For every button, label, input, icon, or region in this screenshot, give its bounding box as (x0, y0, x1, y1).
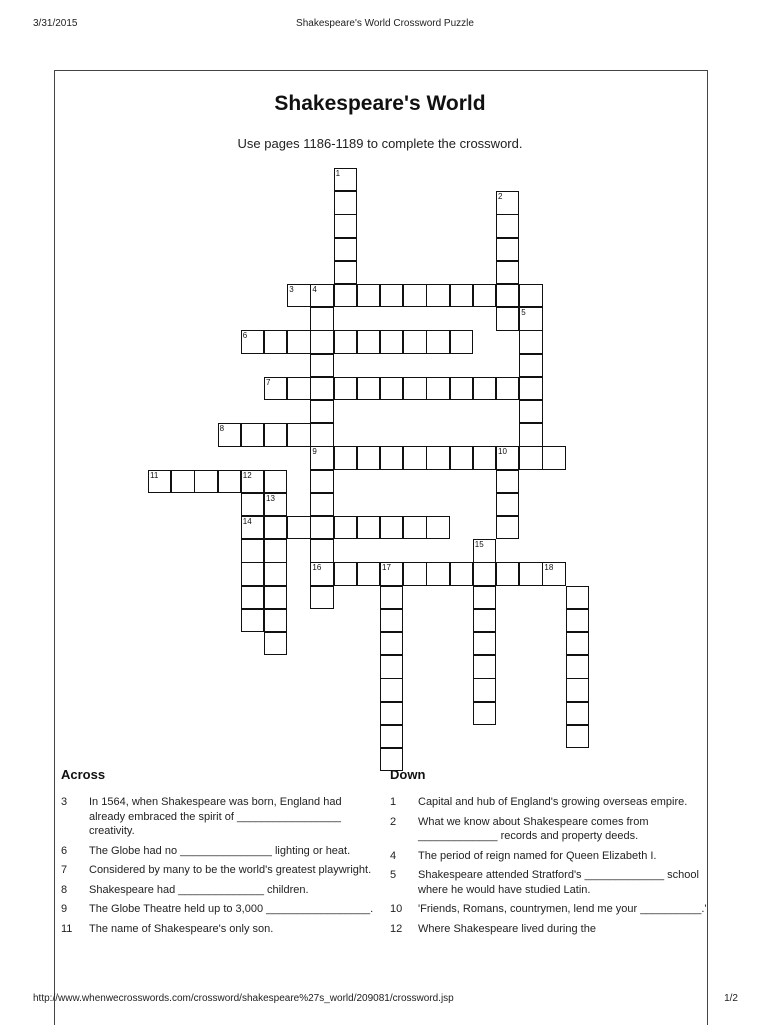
cell-number: 8 (219, 424, 225, 434)
across-heading: Across (61, 767, 106, 782)
cell-number: 2 (498, 192, 503, 202)
page-title: Shakespeare's World (274, 92, 486, 115)
cell-number: 3 (289, 285, 294, 294)
clue-text: Considered by many to be the world's greatest playwright. (89, 864, 372, 876)
clue-number: 7 (61, 864, 68, 876)
across-clue (61, 883, 381, 898)
down-clue-list (390, 795, 710, 941)
clue-text: Shakespeare attended Stratford's _____________ school where he would have studied Latin. (418, 869, 699, 896)
crossword-cell[interactable] (473, 284, 496, 307)
crossword-cell[interactable] (403, 377, 426, 400)
crossword-cell[interactable] (426, 377, 449, 400)
crossword-cell[interactable] (310, 307, 333, 330)
crossword-cell[interactable] (357, 330, 380, 353)
crossword-cell[interactable] (380, 655, 403, 678)
crossword-cell[interactable] (566, 586, 589, 609)
crossword-cell[interactable] (264, 609, 287, 632)
crossword-cell[interactable] (310, 377, 333, 400)
crossword-cell[interactable] (380, 609, 403, 632)
crossword-cell[interactable] (403, 516, 426, 539)
crossword-cell[interactable] (519, 562, 542, 585)
crossword-cell[interactable] (473, 678, 496, 701)
crossword-cell[interactable] (194, 470, 217, 493)
cell-number: 9 (312, 447, 317, 457)
crossword-cell[interactable] (473, 562, 496, 585)
crossword-cell[interactable] (473, 655, 496, 678)
crossword-cell[interactable] (566, 655, 589, 678)
crossword-cell[interactable] (542, 446, 565, 469)
crossword-cell[interactable] (473, 446, 496, 469)
crossword-cell[interactable] (334, 168, 357, 191)
clue-text: The Globe Theatre held up to 3,000 _________________. (89, 903, 374, 915)
crossword-cell[interactable] (241, 539, 264, 562)
clue-number: 3 (61, 796, 68, 808)
crossword-cell[interactable] (241, 586, 264, 609)
crossword-cell[interactable] (264, 423, 287, 446)
cell-number: 12 (242, 470, 252, 480)
crossword-cell[interactable] (496, 261, 519, 284)
crossword-cell[interactable] (496, 470, 519, 493)
crossword-cell[interactable] (426, 330, 449, 353)
down-heading: Down (390, 767, 426, 782)
down-clue (390, 795, 710, 810)
crossword-cell[interactable] (357, 446, 380, 469)
crossword-cell[interactable] (496, 446, 519, 469)
crossword-cell[interactable] (310, 423, 333, 446)
across-clue (61, 863, 381, 878)
cell-number: 11 (150, 470, 159, 480)
crossword-cell[interactable] (310, 586, 333, 609)
crossword-cell[interactable] (357, 284, 380, 307)
crossword-cell[interactable] (496, 377, 519, 400)
crossword-cell[interactable] (264, 632, 287, 655)
crossword-cell[interactable] (334, 238, 357, 261)
crossword-cell[interactable] (566, 725, 589, 748)
down-clue (390, 849, 710, 864)
clue-number: 5 (390, 869, 397, 881)
cell-number: 5 (521, 308, 526, 318)
crossword-cell[interactable] (241, 493, 264, 516)
crossword-cell[interactable] (334, 214, 357, 237)
footer-page-number: 1/2 (724, 993, 738, 1004)
clue-number: 12 (390, 922, 403, 935)
cell-number: 7 (266, 377, 271, 387)
clue-text: In 1564, when Shakespeare was born, England had already embraced the spirit of _________________ creativity. (89, 796, 342, 837)
crossword-cell[interactable] (264, 330, 287, 353)
crossword-cell[interactable] (334, 284, 357, 307)
crossword-cell[interactable] (426, 284, 449, 307)
crossword-cell[interactable] (403, 446, 426, 469)
crossword-cell[interactable] (496, 516, 519, 539)
down-clue (390, 868, 710, 897)
crossword-cell[interactable] (519, 330, 542, 353)
crossword-cell[interactable] (426, 562, 449, 585)
crossword-cell[interactable] (380, 586, 403, 609)
crossword-cell[interactable] (473, 609, 496, 632)
crossword-cell[interactable] (357, 562, 380, 585)
clue-text: The period of reign named for Queen Elizabeth I. (418, 849, 657, 862)
across-clue (61, 844, 381, 859)
crossword-cell[interactable] (171, 470, 194, 493)
clue-number: 8 (61, 883, 68, 896)
crossword-cell[interactable] (241, 470, 264, 493)
crossword-cell[interactable] (519, 423, 542, 446)
crossword-cell[interactable] (310, 284, 333, 307)
crossword-cell[interactable] (496, 493, 519, 516)
crossword-cell[interactable] (450, 562, 473, 585)
crossword-cell[interactable] (403, 284, 426, 307)
crossword-cell[interactable] (334, 261, 357, 284)
crossword-cell[interactable] (310, 446, 333, 469)
clue-number: 2 (390, 815, 397, 828)
crossword-cell[interactable] (241, 609, 264, 632)
clue-number: 10 (390, 903, 403, 915)
across-clue (61, 795, 381, 839)
crossword-cell[interactable] (148, 470, 171, 493)
crossword-cell[interactable] (264, 470, 287, 493)
across-clue (61, 922, 381, 937)
clue-number: 11 (61, 922, 73, 935)
crossword-cell[interactable] (380, 702, 403, 725)
crossword-cell[interactable] (450, 284, 473, 307)
clue-text: Capital and hub of England's growing overseas empire. (418, 796, 688, 808)
crossword-cell[interactable] (334, 446, 357, 469)
crossword-cell[interactable] (519, 307, 542, 330)
crossword-cell[interactable] (403, 562, 426, 585)
crossword-cell[interactable] (566, 632, 589, 655)
crossword-cell[interactable] (566, 678, 589, 701)
cell-number: 6 (242, 331, 248, 341)
crossword-cell[interactable] (357, 516, 380, 539)
clue-number: 9 (61, 903, 68, 915)
clue-text: 'Friends, Romans, countrymen, lend me your __________.' (418, 903, 707, 915)
cell-number: 4 (312, 285, 317, 294)
crossword-cell[interactable] (473, 586, 496, 609)
crossword-cell[interactable] (542, 562, 565, 585)
crossword-cell[interactable] (310, 354, 333, 377)
clue-text: The name of Shakespeare's only son. (89, 922, 274, 935)
crossword-cell[interactable] (357, 377, 380, 400)
crossword-cell[interactable] (310, 562, 333, 585)
crossword-cell[interactable] (334, 516, 357, 539)
crossword-cell[interactable] (473, 702, 496, 725)
crossword-cell[interactable] (380, 678, 403, 701)
print-date: 3/31/2015 (33, 18, 78, 29)
down-clue (390, 902, 710, 917)
crossword-cell[interactable] (450, 330, 473, 353)
across-clue (61, 902, 381, 917)
down-clue (390, 922, 710, 937)
crossword-cell[interactable] (496, 191, 519, 214)
crossword-cell[interactable] (310, 330, 333, 353)
crossword-cell[interactable] (450, 446, 473, 469)
crossword-cell[interactable] (287, 423, 310, 446)
crossword-cell[interactable] (380, 725, 403, 748)
crossword-cell[interactable] (310, 516, 333, 539)
crossword-cell[interactable] (426, 446, 449, 469)
print-header-title: Shakespeare's World Crossword Puzzle (296, 18, 474, 29)
crossword-cell[interactable] (566, 702, 589, 725)
crossword-cell[interactable] (241, 516, 264, 539)
crossword-cell[interactable] (380, 632, 403, 655)
crossword-cell[interactable] (287, 284, 310, 307)
crossword-cell[interactable] (519, 284, 542, 307)
cell-number: 17 (382, 563, 391, 573)
crossword-cell[interactable] (287, 516, 310, 539)
crossword-cell[interactable] (473, 539, 496, 562)
crossword-cell[interactable] (519, 446, 542, 469)
crossword-cell[interactable] (334, 377, 357, 400)
crossword-cell[interactable] (496, 307, 519, 330)
crossword-cell[interactable] (380, 516, 403, 539)
crossword-cell[interactable] (496, 284, 519, 307)
crossword-cell[interactable] (450, 377, 473, 400)
crossword-cell[interactable] (566, 609, 589, 632)
crossword-cell[interactable] (473, 377, 496, 400)
crossword-cell[interactable] (334, 562, 357, 585)
crossword-cell[interactable] (241, 562, 264, 585)
cell-number: 13 (266, 493, 275, 503)
crossword-cell[interactable] (403, 330, 426, 353)
crossword-cell[interactable] (310, 493, 333, 516)
crossword-cell[interactable] (473, 632, 496, 655)
clue-number: 1 (390, 796, 397, 808)
clue-text: What we know about Shakespeare comes from _____________ records and property deeds. (418, 815, 649, 842)
crossword-cell[interactable] (264, 562, 287, 585)
crossword-cell[interactable] (241, 423, 264, 446)
crossword-cell[interactable] (334, 330, 357, 353)
crossword-cell[interactable] (264, 493, 287, 516)
crossword-cell[interactable] (380, 284, 403, 307)
cell-number: 16 (312, 563, 322, 573)
crossword-cell[interactable] (264, 516, 287, 539)
crossword-cell[interactable] (264, 539, 287, 562)
crossword-cell[interactable] (287, 377, 310, 400)
footer-url: http://www.whenwecrosswords.com/crossword/shakespeare%27s_world/209081/crossword.jsp (33, 993, 454, 1004)
crossword-cell[interactable] (310, 539, 333, 562)
clue-text: The Globe had no _______________ lighting or heat. (89, 844, 351, 857)
crossword-cell[interactable] (380, 562, 403, 585)
crossword-cell[interactable] (287, 330, 310, 353)
clue-text: Shakespeare had ______________ children. (89, 883, 309, 896)
crossword-cell[interactable] (218, 470, 241, 493)
crossword-cell[interactable] (380, 446, 403, 469)
clue-number: 6 (61, 844, 68, 857)
crossword-cell[interactable] (380, 377, 403, 400)
crossword-cell[interactable] (334, 191, 357, 214)
crossword-cell[interactable] (310, 400, 333, 423)
crossword-cell[interactable] (519, 377, 542, 400)
instructions: Use pages 1186-1189 to complete the crossword. (237, 136, 523, 151)
crossword-cell[interactable] (264, 377, 287, 400)
crossword-cell[interactable] (496, 562, 519, 585)
crossword-cell[interactable] (496, 214, 519, 237)
crossword-cell[interactable] (218, 423, 241, 446)
cell-number: 18 (544, 563, 554, 573)
clue-number: 4 (390, 849, 397, 862)
across-clue-list (61, 795, 381, 941)
crossword-cell[interactable] (264, 586, 287, 609)
cell-number: 15 (474, 540, 484, 550)
crossword-cell[interactable] (496, 238, 519, 261)
crossword-cell[interactable] (310, 470, 333, 493)
cell-number: 14 (242, 517, 252, 526)
crossword-cell[interactable] (519, 354, 542, 377)
cell-number: 10 (498, 447, 507, 457)
cell-number: 1 (335, 169, 341, 178)
crossword-cell[interactable] (380, 330, 403, 353)
clue-text: Where Shakespeare lived during the (418, 922, 596, 935)
down-clue (390, 815, 710, 844)
crossword-cell[interactable] (426, 516, 449, 539)
crossword-cell[interactable] (519, 400, 542, 423)
crossword-cell[interactable] (241, 330, 264, 353)
